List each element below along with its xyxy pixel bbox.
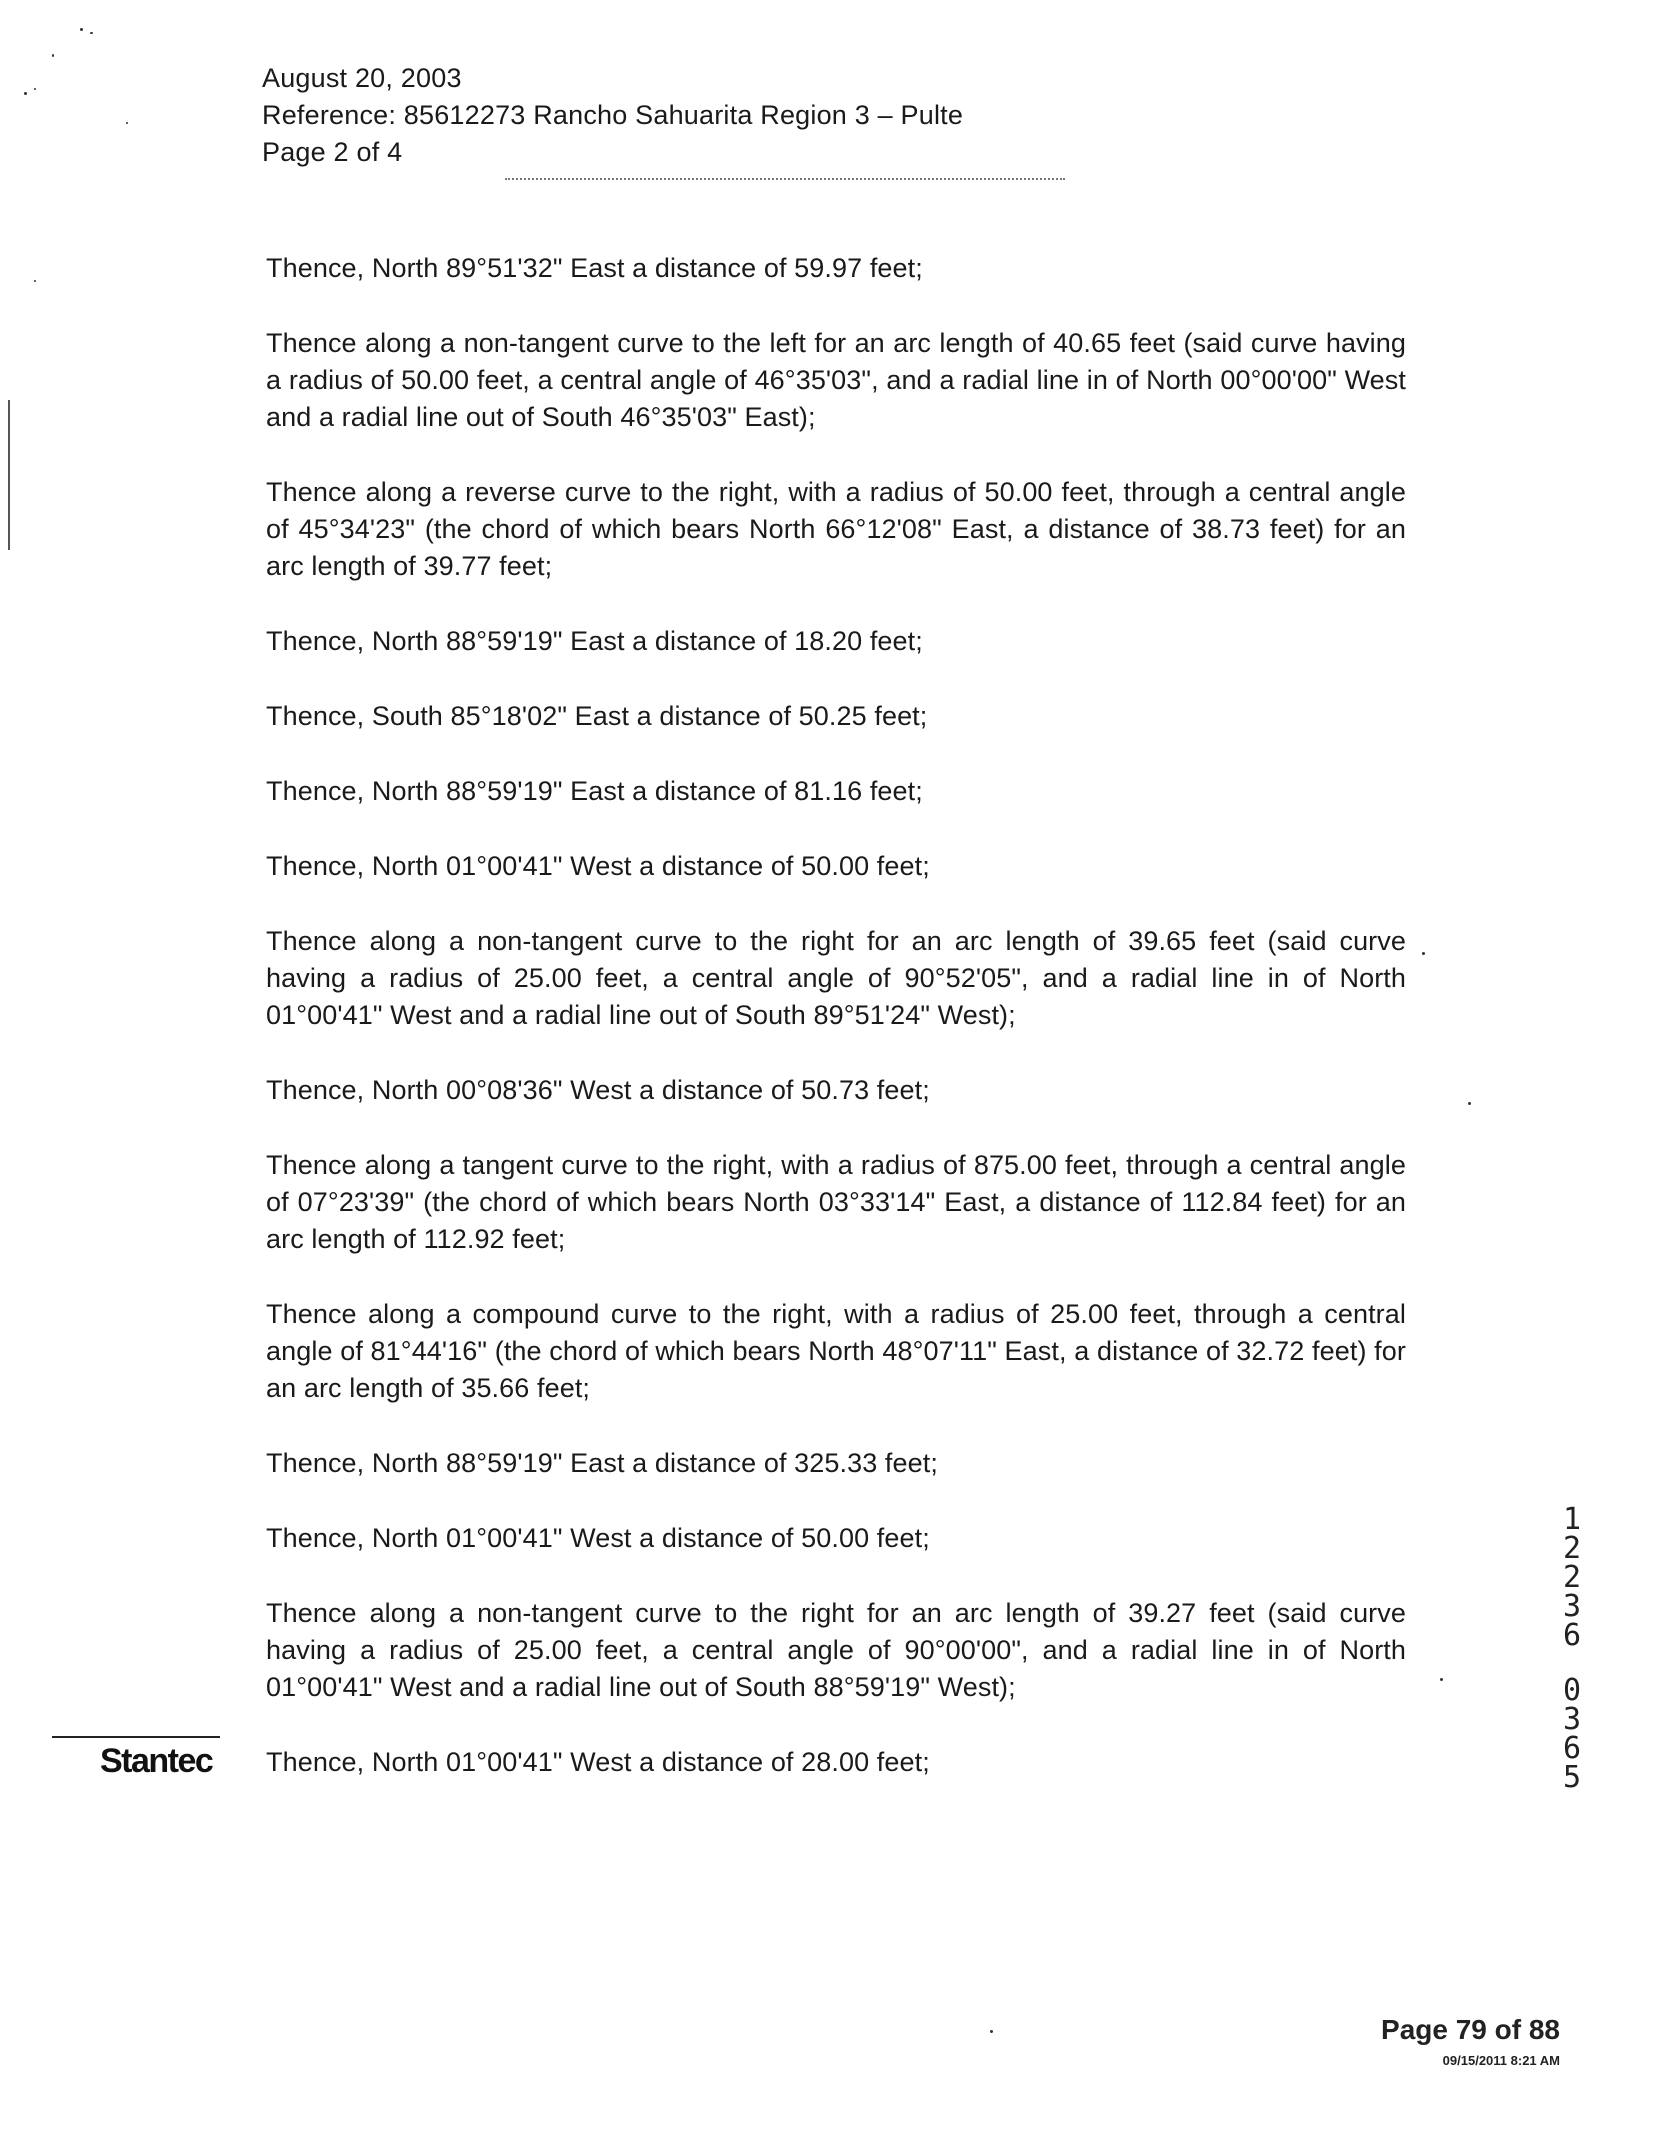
scan-speck — [34, 88, 36, 90]
recording-digit: 3 — [1562, 1589, 1582, 1624]
header-divider — [505, 178, 1065, 180]
scan-margin-line — [8, 400, 10, 550]
recording-number — [1560, 1502, 1584, 1795]
course-paragraph: Thence, North 01°00'41" West a distance of 50.00 feet; — [266, 1523, 930, 1553]
course-paragraph: Thence, North 01°00'41" West a distance of 28.00 feet; — [266, 1747, 930, 1777]
scan-speck — [52, 54, 54, 57]
scan-speck — [24, 92, 27, 95]
recording-digit: 3 — [1562, 1702, 1582, 1737]
course-paragraph: Thence, South 85°18'02" East a distance of 50.25 feet; — [266, 701, 928, 731]
scan-speck — [90, 32, 93, 34]
course-paragraph: Thence, North 01°00'41" West a distance of 50.00 feet; — [266, 851, 930, 881]
scan-speck — [1440, 1678, 1443, 1681]
scan-speck — [126, 122, 128, 124]
course-paragraph: Thence along a compound curve to the right, with a radius of 25.00 feet, through a central angle of 81°44'16" (the chord of which bears North 48°07'11" East, a distance of 32.72 feet) for an arc length of 35.66 feet; — [266, 1299, 1406, 1403]
recording-digit: 0 — [1562, 1673, 1582, 1708]
course-paragraph: Thence, North 88°59'19" East a distance of 325.33 feet; — [266, 1448, 938, 1478]
course-paragraph: Thence along a non-tangent curve to the right for an arc length of 39.27 feet (said curve having a radius of 25.00 feet, a central angle of 90°00'00", and a radial line in of North 01°00'41" West and a radial line out of South 88°59'19" West); — [266, 1598, 1406, 1702]
course-paragraph: Thence, North 88°59'19" East a distance of 18.20 feet; — [266, 626, 923, 656]
scan-speck — [1422, 952, 1425, 955]
header-page: Page 2 of 4 — [262, 137, 403, 167]
header-reference: Reference: 85612273 Rancho Sahuarita Region 3 – Pulte — [262, 100, 964, 130]
recording-digit: 2 — [1562, 1560, 1582, 1595]
course-paragraph: Thence along a non-tangent curve to the left for an arc length of 40.65 feet (said curve having a radius of 50.00 feet, a central angle of 46°35'03", and a radial line in of North 00°00'00" West and a radial line out of South 46°35'03" East); — [266, 328, 1406, 432]
course-paragraph: Thence, North 88°59'19" East a distance of 81.16 feet; — [266, 776, 923, 806]
letter-header — [262, 60, 963, 171]
legal-description-body — [266, 250, 1406, 1819]
scan-speck — [990, 2030, 993, 2033]
footer-page-count: Page 79 of 88 — [1381, 2014, 1560, 2045]
stantec-logo: Stantec — [100, 1742, 213, 1780]
scan-speck — [34, 280, 36, 282]
recording-digit: 2 — [1562, 1531, 1582, 1566]
header-date: August 20, 2003 — [262, 63, 462, 93]
recording-digit: 5 — [1562, 1760, 1582, 1795]
course-paragraph: Thence, North 00°08'36" West a distance of 50.73 feet; — [266, 1075, 930, 1105]
logo-rule — [52, 1736, 220, 1738]
recording-digit: 6 — [1562, 1618, 1582, 1653]
scan-speck — [1468, 1102, 1471, 1105]
footer-timestamp: 09/15/2011 8:21 AM — [1442, 2053, 1560, 2068]
course-paragraph: Thence along a reverse curve to the right, with a radius of 50.00 feet, through a central angle of 45°34'23" (the chord of which bears North 66°12'08" East, a distance of 38.73 feet) for an arc length of 39.77 feet; — [266, 477, 1406, 581]
scan-speck — [80, 28, 83, 31]
recording-digit: 6 — [1562, 1731, 1582, 1766]
recording-digit: 1 — [1562, 1502, 1582, 1537]
course-paragraph: Thence, North 89°51'32" East a distance of 59.97 feet; — [266, 253, 923, 283]
course-paragraph: Thence along a non-tangent curve to the right for an arc length of 39.65 feet (said curve having a radius of 25.00 feet, a central angle of 90°52'05", and a radial line in of North 01°00'41" West and a radial line out of South 89°51'24" West); — [266, 926, 1406, 1030]
course-paragraph: Thence along a tangent curve to the right, with a radius of 875.00 feet, through a central angle of 07°23'39" (the chord of which bears North 03°33'14" East, a distance of 112.84 feet) for an arc length of 112.92 feet; — [266, 1150, 1406, 1254]
